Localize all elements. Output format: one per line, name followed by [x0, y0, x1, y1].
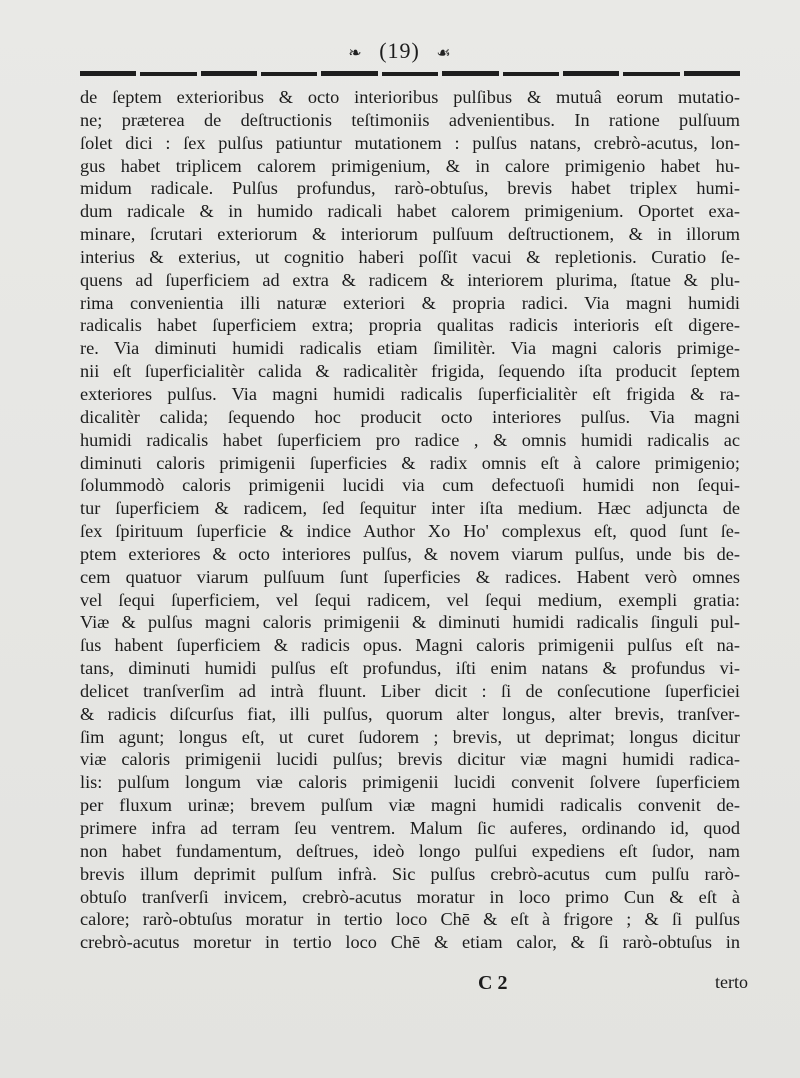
- text-line: vel ſequi ſuperficiem, vel ſequi radicem, vel ſequi medium, exempli gratia:: [80, 589, 740, 610]
- text-line: ptem exteriores & octo interiores pulſus, & novem viarum pulſus, unde bis de-: [80, 543, 740, 564]
- page-number: (19): [379, 38, 420, 63]
- text-line: ſus habent ſuperficiem & radicis opus. Magni caloris primigenii pulſus eſt na-: [80, 635, 740, 656]
- right-ornament-icon: ☙: [436, 44, 452, 62]
- text-line: per fluxum urinæ; brevem pulſum viæ magni humidi radicalis convenit de-: [80, 795, 740, 816]
- text-line: dicalitèr calida; ſequendo hoc producit octo interiores pulſus. Via magni: [80, 406, 740, 427]
- left-ornament-icon: ❧: [348, 44, 363, 62]
- text-line: ſim agunt; longus eſt, ut curet ſudorem ; brevis, ut deprimat; longus dicitur: [80, 726, 740, 747]
- text-line: dum radicale & in humido radicali habet calorem primigenium. Oportet exa-: [80, 201, 740, 222]
- text-line: viæ caloris primigenii lucidi pulſus; brevis dicitur viæ magni humidi radica-: [80, 749, 740, 770]
- text-line: brevis illum deprimit pulſum infrà. Sic pulſus crebrò-acutus cum pulſu rarò-: [80, 863, 740, 884]
- text-line: exteriores pulſus. Via magni humidi radicalis ſuperficialitèr eſt frigida & ra-: [80, 383, 740, 404]
- body-text: [80, 86, 740, 954]
- text-line: ſolummodò caloris primigenii lucidi via cum defectuoſi humidi non ſequi-: [80, 475, 740, 496]
- text-line: non habet fundamentum, deſtrues, ideò longo pulſui expediens eſt ſudor, nam: [80, 840, 740, 861]
- text-line: calore; rarò-obtuſus moratur in tertio loco Chē & eſt à frigore ; & ſi pulſus: [80, 909, 740, 930]
- text-line: primere infra ad terram ſeu ventrem. Malum ſic auferes, ordinando id, quod: [80, 818, 740, 838]
- text-line: diminuti caloris primigenii ſuperficies & radix omnis eſt à calore primigenio;: [80, 452, 740, 473]
- text-line: interius & exterius, ut cognitio haberi poſſit vacui & repletionis. Curatio ſe-: [80, 246, 740, 267]
- text-line: nii eſt ſuperficialitèr calida & radicalitèr frigida, ſequendo iſta producit ſeptem: [80, 361, 740, 382]
- text-line: Viæ & pulſus magni caloris primigenii & diminuti humidi radicalis ſinguli pul-: [80, 612, 740, 633]
- text-line: delicet tranſverſim ad intrà fluunt. Liber dicit : ſi de conſecutione ſuperficiei: [80, 680, 740, 701]
- text-line: lis: pulſum longum viæ caloris primigenii lucidi convenit ſolvere ſuperficiem: [80, 772, 740, 793]
- text-line: crebrò-acutus moretur in tertio loco Chē & etiam calor, & ſi rarò-obtuſus in: [80, 932, 740, 953]
- text-line: quens ad ſuperficiem ad extra & radicem & interiorem plurima, ſtatue & plu-: [80, 269, 740, 290]
- text-line: ſolet dici : ſex pulſus patiuntur mutationem : pulſus natans, crebrò-acutus, lon-: [80, 132, 740, 153]
- text-line: gus habet triplicem calorem primigenium, & in calore primigenio habet hu-: [80, 155, 740, 176]
- text-line: midum radicale. Pulſus profundus, rarò-obtuſus, brevis habet triplex humi-: [80, 178, 740, 199]
- catchword: terto: [715, 972, 748, 992]
- signature-mark: C 2: [478, 972, 508, 994]
- text-line: ſex ſpirituum ſuperficie & indice Author Xo Ho' complexus eſt, quod ſunt ſe-: [80, 521, 740, 542]
- text-line: humidi radicalis habet ſuperficiem pro radice , & omnis humidi radicalis ac: [80, 429, 740, 450]
- text-line: obtuſo tranſverſi invicem, crebrò-acutus moratur in loco primo Cun & eſt à: [80, 886, 740, 907]
- header-rule: [80, 71, 740, 77]
- text-line: tur ſuperficiem & radicem, ſed ſequitur inter iſta medium. Hæc adjuncta de: [80, 498, 740, 519]
- text-line: radicalis habet ſuperficiem extra; propria qualitas radicis interioris eſt digere-: [80, 315, 740, 336]
- text-line: rima convenientia illi naturæ exteriori & propria radici. Via magni humidi: [80, 292, 740, 313]
- text-line: cem quatuor viarum pulſuum ſunt ſuperficies & radices. Habent verò omnes: [80, 566, 740, 587]
- text-line: ne; præterea de deſtructionis teſtimoniis advenientibus. In ratione pulſuum: [80, 109, 740, 130]
- text-line: de ſeptem exterioribus & octo interioribus pulſibus & mutuâ eorum mutatio-: [80, 87, 740, 107]
- text-line: tans, diminuti humidi pulſus eſt profundus, iſti enim natans & profundus vi-: [80, 658, 740, 679]
- page-footer: [80, 972, 748, 996]
- page-header: [0, 38, 800, 64]
- text-line: minare, ſcrutari exteriorum & interiorum pulſuum deſtructionem, & in illorum: [80, 224, 740, 245]
- text-line: & radicis diſcurſus fiat, illi pulſus, quorum alter longus, alter brevis, tranſver-: [80, 703, 740, 724]
- text-line: re. Via diminuti humidi radicalis etiam ſimilitèr. Via magni caloris primige-: [80, 338, 740, 359]
